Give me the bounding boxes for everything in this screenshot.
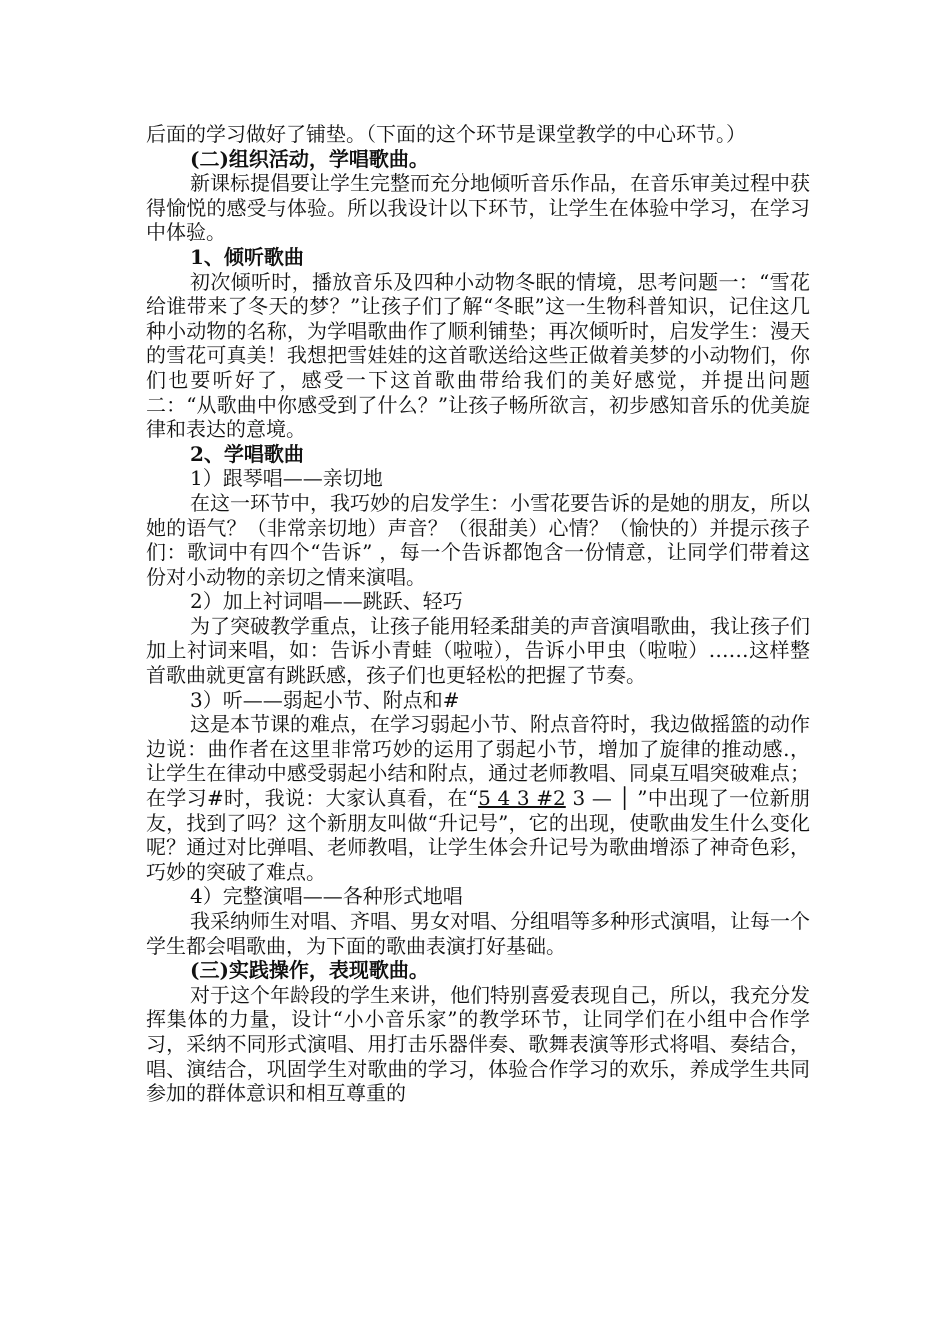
paragraph-step-2: 为了突破教学重点，让孩子能用轻柔甜美的声音演唱歌曲，我让孩子们加上衬词来唱，如：告诉小青蛙（啦啦），告诉小甲虫（啦啦）……这样整首歌曲就更富有跳跃感，孩子们也更轻松的把握了节奏。 bbox=[146, 613, 810, 688]
subheading-listen: 1、倾听歌曲 bbox=[190, 244, 304, 269]
paragraph-continuation: 后面的学习做好了铺垫。（下面的这个环节是课堂教学的中心环节。） bbox=[146, 122, 746, 146]
section-heading-2: (二)组织活动，学唱歌曲。 bbox=[190, 146, 429, 171]
section-heading-3: (三)实践操作，表现歌曲。 bbox=[190, 958, 429, 983]
subheading-learn-sing: 2、学唱歌曲 bbox=[190, 441, 304, 466]
music-notation: 5 4 3 #2 bbox=[478, 786, 566, 811]
paragraph-step-3-part-a: 这是本节课的难点，在学习弱起小节、附点音符时，我边做摇篮的动作边说：曲作者在这里非常巧妙的运用了弱起小节，增加了旋律的推动感.，让学生在律动中感受弱起小结和附点，通过老师教唱、同桌互唱突破难点；在学习#时，我说：大家认真看，在“ bbox=[146, 712, 810, 811]
paragraph-practice: 对于这个年龄段的学生来讲，他们特别喜爱表现自己，所以，我充分发挥集体的力量，设计“小小音乐家”的教学环节，让同学们在小组中合作学习，采纳不同形式演唱、用打击乐器伴奏、歌舞表演等形式将唱、奏结合，唱、演结合，巩固学生对歌曲的学习，体验合作学习的欢乐，养成学生共同参加的群体意识和相互尊重的 bbox=[146, 982, 810, 1106]
paragraph-step-1: 在这一环节中，我巧妙的启发学生：小雪花要告诉的是她的朋友，所以她的语气？（非常亲切地）声音？（很甜美）心情？（愉快的）并提示孩子们：歌词中有四个“告诉” ，每一个告诉都饱含一份情意，让同学们带着这份对小动物的亲切之情来演唱。 bbox=[146, 490, 810, 589]
step-4-title: 4）完整演唱——各种形式地唱 bbox=[190, 884, 463, 909]
step-3-title: 3）听——弱起小节、附点和# bbox=[190, 687, 460, 712]
step-1-title: 1）跟琴唱——亲切地 bbox=[190, 466, 383, 491]
paragraph-new-curriculum: 新课标提倡要让学生完整而充分地倾听音乐作品，在音乐审美过程中获得愉悦的感受与体验。所以我设计以下环节，让学生在体验中学习，在学习中体验。 bbox=[146, 171, 810, 245]
paragraph-listening: 初次倾听时，播放音乐及四种小动物冬眠的情境，思考问题一：“雪花给谁带来了冬天的梦？”让孩子们了解“冬眠”这一生物科普知识，记住这几种小动物的名称，为学唱歌曲作了顺利铺垫；再次倾听时，启发学生：漫天的雪花可真美！我想把雪娃娃的这首歌送给这些正做着美梦的小动物们，你们也要听好了，感受一下这首歌曲带给我们的美好感觉，并提出问题二：“从歌曲中你感受到了什么？”让孩子畅所欲言，初步感知音乐的优美旋律和表达的意境。 bbox=[146, 269, 810, 442]
paragraph-step-4: 我采纳师生对唱、齐唱、男女对唱、分组唱等多种形式演唱，让每一个学生都会唱歌曲，为下面的歌曲表演打好基础。 bbox=[146, 909, 810, 958]
paragraph-step-3-part-c: 3 — │ ”中出现了一位新朋友，找到了吗？这个新朋友叫做“升记号”，它的出现，使歌曲发生什么变化呢？通过对比弹唱、老师教唱，让学生体会升记号为歌曲增添了神奇色彩，巧妙的突破了难点。 bbox=[146, 786, 811, 884]
step-2-title: 2）加上衬词唱——跳跃、轻巧 bbox=[190, 589, 463, 614]
paragraph-step-3 bbox=[146, 712, 810, 884]
